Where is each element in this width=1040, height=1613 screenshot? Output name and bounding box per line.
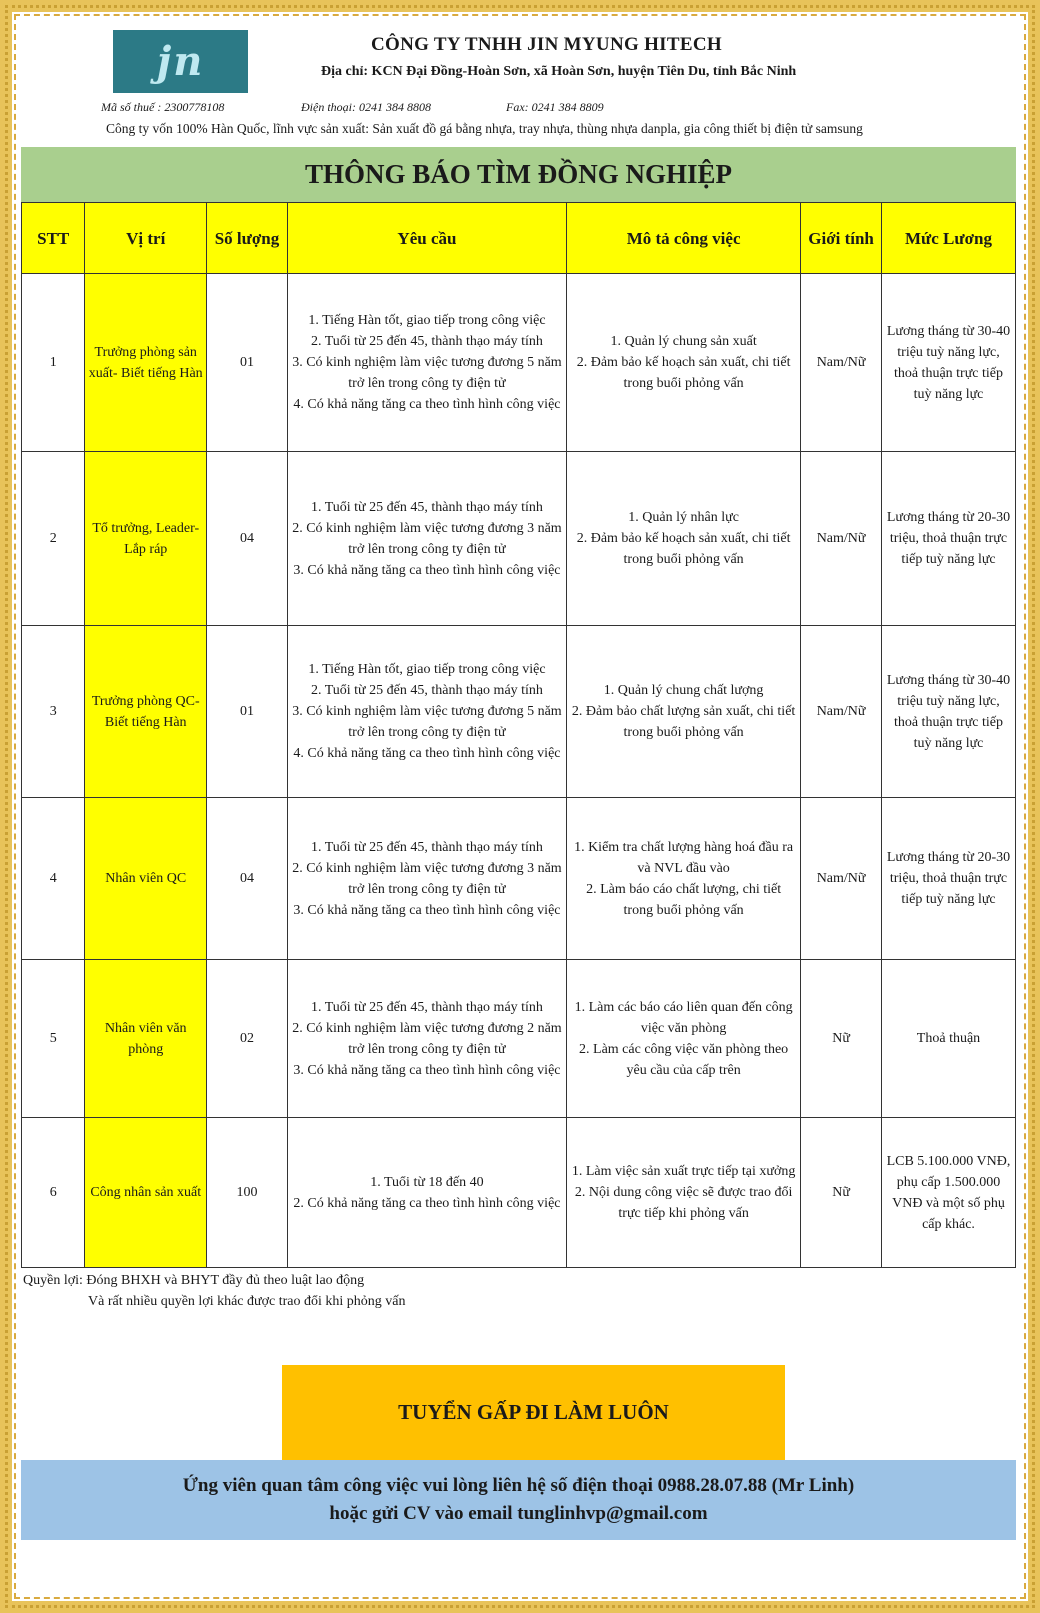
requirement-item: 3. Có kinh nghiệm làm việc tương đương 5 năm trở lên trong công ty điện tử bbox=[292, 704, 562, 740]
row-gender: Nam/Nữ bbox=[801, 452, 882, 626]
company-name: CÔNG TY TNHH JIN MYUNG HITECH bbox=[371, 34, 722, 55]
job-notice bbox=[21, 20, 1018, 1593]
column-header-gender: Giới tính bbox=[801, 203, 882, 274]
description-item: 2. Đảm bảo kế hoạch sản xuất, chi tiết trong buổi phỏng vấn bbox=[576, 531, 791, 567]
page-title: THÔNG BÁO TÌM ĐỒNG NGHIỆP bbox=[21, 147, 1016, 202]
benefits-line-1: Quyền lợi: Đóng BHXH và BHYT đầy đủ theo luật lao động bbox=[23, 1273, 365, 1288]
row-salary: Lương tháng từ 20-30 triệu, thoả thuận trực tiếp tuỳ năng lực bbox=[881, 452, 1015, 626]
description-item: 1. Kiểm tra chất lượng hàng hoá đầu ra và NVL đầu vào bbox=[574, 839, 794, 876]
requirement-item: 2. Tuổi từ 25 đến 45, thành thạo máy tính bbox=[310, 334, 543, 349]
row-description bbox=[567, 274, 801, 452]
description-item: 1. Quản lý nhân lực bbox=[628, 510, 739, 525]
requirement-item: 1. Tuổi từ 18 đến 40 bbox=[370, 1174, 484, 1190]
table-row bbox=[22, 1118, 1016, 1268]
row-gender: Nam/Nữ bbox=[801, 274, 882, 452]
row-quantity: 02 bbox=[207, 960, 288, 1118]
row-description bbox=[567, 452, 801, 626]
tax-code: Mã số thuế : 2300778108 bbox=[101, 100, 225, 114]
row-gender: Nam/Nữ bbox=[801, 626, 882, 798]
table-row bbox=[22, 452, 1016, 626]
row-stt: 6 bbox=[22, 1118, 85, 1268]
row-salary: Lương tháng từ 30-40 triệu tuỳ năng lực, thoả thuận trực tiếp tuỳ năng lực bbox=[881, 626, 1015, 798]
column-header-quantity: Số lượng bbox=[207, 203, 288, 274]
contact-line-1: Ứng viên quan tâm công việc vui lòng liên hệ số điện thoại 0988.28.07.88 (Mr Linh) bbox=[182, 1475, 855, 1496]
requirement-item: 1. Tiếng Hàn tốt, giao tiếp trong công việc bbox=[308, 662, 546, 677]
row-stt: 2 bbox=[22, 452, 85, 626]
jobs-table bbox=[21, 202, 1016, 1268]
table-row bbox=[22, 960, 1016, 1118]
requirement-item: 4. Có khả năng tăng ca theo tình hình công việc bbox=[293, 746, 561, 761]
company-intro: Công ty vốn 100% Hàn Quốc, lĩnh vực sản xuất: Sản xuất đồ gá bằng nhựa, tray nhựa, thùng nhựa danpla, gia công thiết bị điện tử samsung bbox=[106, 121, 863, 136]
description-item: 1. Làm việc sản xuất trực tiếp tại xưởng bbox=[571, 1164, 796, 1179]
table-row bbox=[22, 274, 1016, 452]
row-description bbox=[567, 626, 801, 798]
row-salary: Lương tháng từ 20-30 triệu, thoả thuận trực tiếp tuỳ năng lực bbox=[881, 798, 1015, 960]
requirement-item: 1. Tuổi từ 25 đến 45, thành thạo máy tính bbox=[310, 499, 543, 515]
row-position: Nhân viên văn phòng bbox=[85, 960, 207, 1118]
company-header bbox=[21, 20, 1018, 147]
table-header-row bbox=[22, 203, 1016, 274]
requirement-item: 1. Tiếng Hàn tốt, giao tiếp trong công việc bbox=[308, 313, 546, 328]
row-description bbox=[567, 960, 801, 1118]
row-gender: Nữ bbox=[801, 1118, 882, 1268]
column-header-requirements: Yêu cầu bbox=[287, 203, 566, 274]
company-phone: Điện thoại: 0241 384 8808 bbox=[301, 100, 431, 114]
company-fax: Fax: 0241 384 8809 bbox=[506, 100, 604, 114]
requirement-item: 1. Tuổi từ 25 đến 45, thành thạo máy tính bbox=[310, 999, 543, 1015]
row-gender: Nữ bbox=[801, 960, 882, 1118]
requirement-item: 2. Có kinh nghiệm làm việc tương đương 3 năm trở lên trong công ty điện tử bbox=[292, 860, 562, 897]
row-description bbox=[567, 1118, 801, 1268]
row-description bbox=[567, 798, 801, 960]
row-requirements bbox=[287, 1118, 566, 1268]
row-stt: 3 bbox=[22, 626, 85, 798]
row-requirements bbox=[287, 798, 566, 960]
requirement-item: 1. Tuổi từ 25 đến 45, thành thạo máy tính bbox=[310, 839, 543, 855]
company-logo bbox=[113, 30, 248, 93]
row-salary: LCB 5.100.000 VNĐ, phụ cấp 1.500.000 VNĐ và một số phụ cấp khác. bbox=[881, 1118, 1015, 1268]
requirement-item: 3. Có khả năng tăng ca theo tình hình công việc bbox=[293, 902, 561, 918]
requirement-item: 3. Có khả năng tăng ca theo tình hình công việc bbox=[293, 1062, 561, 1078]
description-item: 2. Đảm bảo chất lượng sản xuất, chi tiết trong buổi phỏng vấn bbox=[571, 704, 796, 740]
row-stt: 4 bbox=[22, 798, 85, 960]
row-quantity: 100 bbox=[207, 1118, 288, 1268]
logo-text: jn bbox=[156, 38, 205, 85]
row-requirements bbox=[287, 960, 566, 1118]
benefits bbox=[23, 1270, 405, 1312]
column-header-position: Vị trí bbox=[85, 203, 207, 274]
row-position: Nhân viên QC bbox=[85, 798, 207, 960]
row-position: Tổ trưởng, Leader-Lắp ráp bbox=[85, 452, 207, 626]
row-requirements bbox=[287, 626, 566, 798]
requirement-item: 2. Có kinh nghiệm làm việc tương đương 3 năm trở lên trong công ty điện tử bbox=[292, 520, 562, 557]
contact-info bbox=[21, 1460, 1016, 1540]
column-header-description: Mô tả công việc bbox=[567, 203, 801, 274]
urgent-hiring-banner: TUYỂN GẤP ĐI LÀM LUÔN bbox=[282, 1365, 785, 1460]
description-item: 1. Làm các báo cáo liên quan đến công việc văn phòng bbox=[574, 999, 793, 1036]
row-requirements bbox=[287, 274, 566, 452]
requirement-item: 3. Có khả năng tăng ca theo tình hình công việc bbox=[293, 562, 561, 578]
column-header-salary: Mức Lương bbox=[881, 203, 1015, 274]
requirement-item: 3. Có kinh nghiệm làm việc tương đương 5 năm trở lên trong công ty điện tử bbox=[292, 355, 562, 391]
row-gender: Nam/Nữ bbox=[801, 798, 882, 960]
row-quantity: 04 bbox=[207, 452, 288, 626]
benefits-line-2: Và rất nhiều quyền lợi khác được trao đổi khi phỏng vấn bbox=[88, 1294, 406, 1309]
row-stt: 5 bbox=[22, 960, 85, 1118]
requirement-item: 2. Có khả năng tăng ca theo tình hình công việc bbox=[293, 1195, 561, 1211]
row-requirements bbox=[287, 452, 566, 626]
row-position: Trưởng phòng sản xuất- Biết tiếng Hàn bbox=[85, 274, 207, 452]
row-stt: 1 bbox=[22, 274, 85, 452]
description-item: 1. Quản lý chung sản xuất bbox=[610, 334, 757, 349]
company-address: Địa chỉ: KCN Đại Đồng-Hoàn Sơn, xã Hoàn Sơn, huyện Tiên Du, tỉnh Bắc Ninh bbox=[321, 64, 797, 79]
row-quantity: 04 bbox=[207, 798, 288, 960]
row-quantity: 01 bbox=[207, 626, 288, 798]
row-salary: Lương tháng từ 30-40 triệu tuỳ năng lực, thoả thuận trực tiếp tuỳ năng lực bbox=[881, 274, 1015, 452]
contact-line-2: hoặc gửi CV vào email tunglinhvp@gmail.com bbox=[329, 1503, 708, 1524]
row-salary: Thoả thuận bbox=[881, 960, 1015, 1118]
description-item: 2. Làm các công việc văn phòng theo yêu cầu của cấp trên bbox=[579, 1041, 789, 1078]
row-position: Trưởng phòng QC-Biết tiếng Hàn bbox=[85, 626, 207, 798]
table-row bbox=[22, 626, 1016, 798]
description-item: 2. Nội dung công việc sẽ được trao đổi trực tiếp khi phỏng vấn bbox=[574, 1185, 793, 1221]
description-item: 1. Quản lý chung chất lượng bbox=[603, 683, 764, 698]
table-row bbox=[22, 798, 1016, 960]
row-quantity: 01 bbox=[207, 274, 288, 452]
row-position: Công nhân sản xuất bbox=[85, 1118, 207, 1268]
description-item: 2. Đảm bảo kế hoạch sản xuất, chi tiết trong buổi phỏng vấn bbox=[576, 355, 791, 391]
requirement-item: 2. Tuổi từ 25 đến 45, thành thạo máy tính bbox=[310, 683, 543, 698]
column-header-stt: STT bbox=[22, 203, 85, 274]
requirement-item: 2. Có kinh nghiệm làm việc tương đương 2 năm trở lên trong công ty điện tử bbox=[292, 1020, 562, 1057]
description-item: 2. Làm báo cáo chất lượng, chi tiết trong buổi phỏng vấn bbox=[586, 881, 782, 918]
requirement-item: 4. Có khả năng tăng ca theo tình hình công việc bbox=[293, 397, 561, 412]
